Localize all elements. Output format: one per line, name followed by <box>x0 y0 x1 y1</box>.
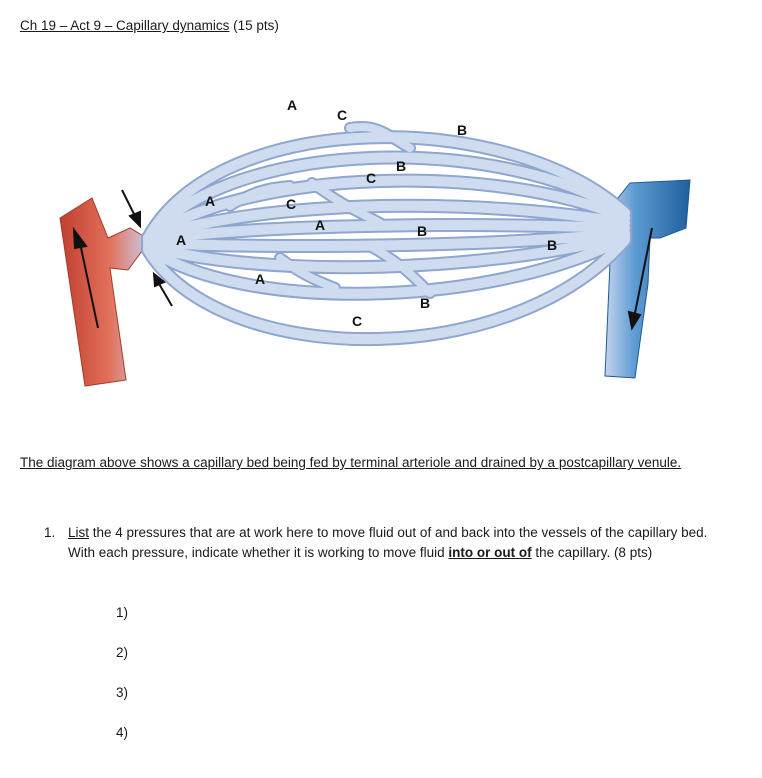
answer-item-4: 4) <box>116 725 129 740</box>
answer-item-2: 2) <box>116 645 129 660</box>
label-c: C <box>366 170 377 186</box>
question-1 <box>44 523 712 563</box>
label-b: B <box>420 295 431 311</box>
sphincter-arrow-upper <box>122 190 140 226</box>
diagram-caption: The diagram above shows a capillary bed being fed by terminal arteriole and drained by a postcapillary venule. <box>20 455 682 470</box>
label-c: C <box>337 107 348 123</box>
capillary-bed-diagram <box>50 88 700 398</box>
label-b: B <box>396 158 407 174</box>
label-a: A <box>287 97 298 113</box>
question-text-part-a: the 4 pressures that are at work here to move fluid out of and back into the vessels of the capillary bed. With each pressure, indicate whether it is working to move fluid <box>68 525 708 560</box>
label-a: A <box>176 232 187 248</box>
answer-item-1: 1) <box>116 605 129 620</box>
into-or-out-of-emphasis: into or out of <box>448 545 532 560</box>
label-c: C <box>352 313 363 329</box>
question-number: 1. <box>44 525 56 540</box>
label-b: B <box>457 122 468 138</box>
page-title <box>20 18 279 33</box>
title-points: (15 pts) <box>229 18 279 33</box>
label-b: B <box>547 237 558 253</box>
title-main: Ch 19 – Act 9 – Capillary dynamics <box>20 18 230 33</box>
question-text-part-b: the capillary. (8 pts) <box>531 545 653 560</box>
label-a: A <box>315 217 326 233</box>
label-b: B <box>417 223 428 239</box>
arteriole <box>60 198 150 386</box>
label-c: C <box>286 196 297 212</box>
question-text <box>68 523 712 563</box>
label-a: A <box>205 193 216 209</box>
list-keyword: List <box>68 525 90 540</box>
label-a: A <box>255 271 266 287</box>
answer-item-3: 3) <box>116 685 129 700</box>
